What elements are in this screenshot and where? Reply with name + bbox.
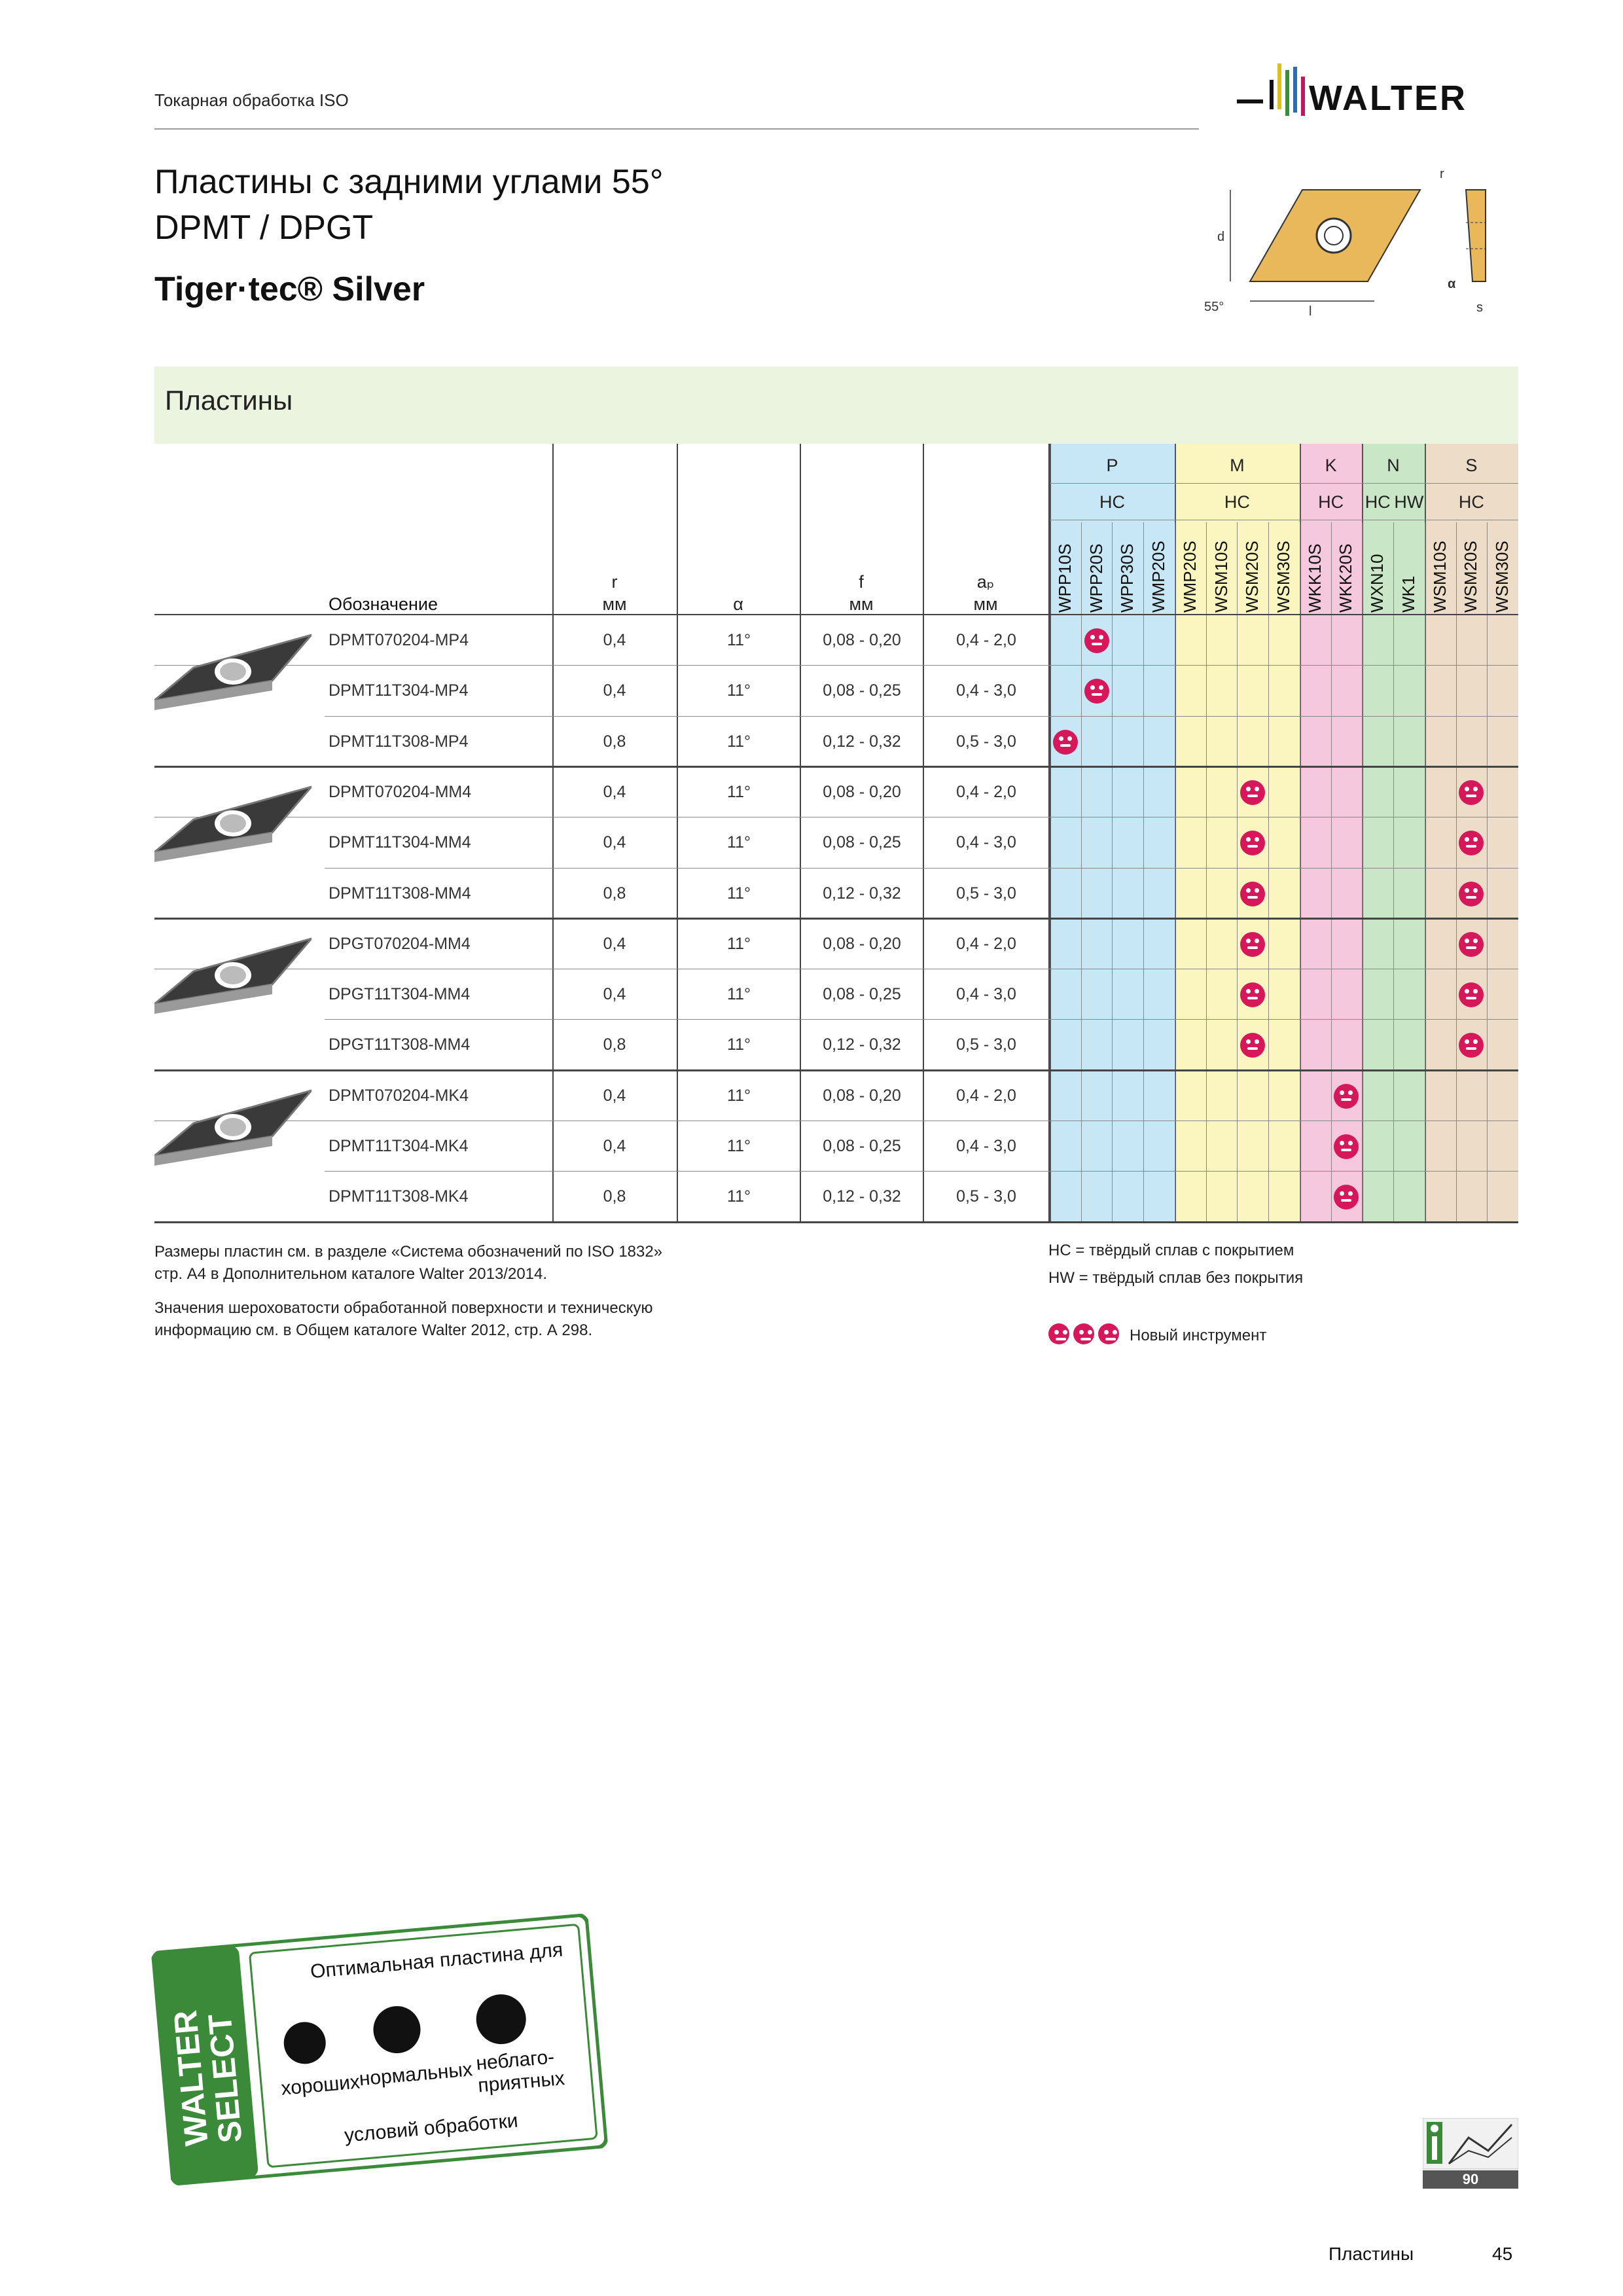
- normal-face-icon: [1073, 1323, 1094, 1344]
- cell-designation: DPMT11T304-MP4: [329, 681, 469, 700]
- svg-text:α: α: [1448, 277, 1456, 291]
- select-normal: нормальных: [358, 2058, 474, 2090]
- cell-ap: 0,5 - 3,0: [956, 1187, 1016, 1206]
- row-divider: [325, 1019, 1518, 1020]
- cell-alpha: 11°: [727, 732, 751, 751]
- grade-code-header: WMP20S: [1179, 541, 1200, 613]
- cell-alpha: 11°: [727, 1137, 751, 1155]
- page-subtitle: DPMT / DPGT: [154, 209, 374, 247]
- recommended-grade-icon: [1240, 932, 1265, 957]
- grade-code-header: WKK10S: [1304, 543, 1325, 613]
- cell-r: 0,4: [603, 833, 626, 852]
- cell-r: 0,4: [603, 985, 626, 1004]
- material-group-letter: K: [1325, 456, 1337, 475]
- row-group-divider: [154, 1069, 1518, 1071]
- new-tool-icons: [1048, 1323, 1120, 1346]
- cell-designation: DPMT11T308-MM4: [329, 884, 471, 903]
- recommended-grade-icon: [1459, 882, 1484, 906]
- cell-f: 0,08 - 0,25: [823, 833, 901, 852]
- cell-alpha: 11°: [727, 782, 751, 801]
- grid-column-line: [1487, 522, 1488, 1223]
- note-roughness: Значения шероховатости обработанной поверхности и техническую: [154, 1299, 653, 1317]
- column-header-ap: aₚ: [976, 572, 995, 592]
- cell-designation: DPMT11T304-MK4: [329, 1137, 469, 1155]
- column-header-designation: Обозначение: [329, 594, 438, 614]
- grade-code-header: WSM30S: [1492, 541, 1512, 613]
- cell-ap: 0,4 - 2,0: [956, 631, 1016, 649]
- grade-code-header: WSM20S: [1461, 541, 1481, 613]
- cell-alpha: 11°: [727, 934, 751, 953]
- svg-text:WALTER: WALTER: [1309, 79, 1467, 118]
- cell-alpha: 11°: [727, 1086, 751, 1105]
- select-bad: [475, 2045, 565, 2097]
- cell-alpha: 11°: [727, 681, 751, 700]
- svg-text:55°: 55°: [1204, 300, 1224, 314]
- column-header-f-unit: мм: [849, 594, 874, 614]
- cell-f: 0,12 - 0,32: [823, 1035, 901, 1054]
- cell-f: 0,08 - 0,20: [823, 631, 901, 649]
- cell-ap: 0,4 - 3,0: [956, 833, 1016, 852]
- grade-code-header: WMP20S: [1149, 541, 1169, 613]
- grid-column-line: [1112, 522, 1113, 1223]
- select-bad-line1: неблаго-: [475, 2046, 556, 2075]
- grid-column-line: [1237, 522, 1238, 1223]
- cell-f: 0,08 - 0,20: [823, 934, 901, 953]
- good-face-icon: [1048, 1323, 1069, 1344]
- cell-f: 0,08 - 0,20: [823, 782, 901, 801]
- cell-r: 0,8: [603, 1187, 626, 1206]
- footer-section: Пластины: [1329, 2244, 1414, 2264]
- cell-ap: 0,4 - 2,0: [956, 1086, 1016, 1105]
- cell-designation: DPMT11T308-MK4: [329, 1187, 469, 1206]
- bad-face-icon: [1098, 1323, 1119, 1344]
- legend-new-tool: Новый инструмент: [1130, 1327, 1267, 1344]
- cell-alpha: 11°: [727, 631, 751, 649]
- grid-column-line: [1081, 522, 1082, 1223]
- grade-code-header: WSM20S: [1242, 541, 1262, 613]
- cell-designation: DPGT11T304-MM4: [329, 985, 471, 1004]
- grade-code-header: WPP20S: [1086, 543, 1106, 613]
- page-number: 45: [1492, 2244, 1513, 2264]
- svg-text:l: l: [1309, 304, 1312, 319]
- recommended-grade-icon: [1334, 1084, 1359, 1109]
- cell-ap: 0,5 - 3,0: [956, 732, 1016, 751]
- grid-column-line: [1456, 522, 1457, 1223]
- material-group-letter: P: [1106, 456, 1118, 475]
- cell-ap: 0,4 - 2,0: [956, 782, 1016, 801]
- insert-image: [154, 1084, 312, 1208]
- select-heading: Оптимальная пластина для: [309, 1939, 564, 1983]
- cell-ap: 0,4 - 3,0: [956, 1137, 1016, 1155]
- cell-designation: DPMT070204-MK4: [329, 1086, 469, 1105]
- cell-r: 0,4: [603, 681, 626, 700]
- recommended-grade-icon: [1084, 628, 1109, 653]
- material-group-grade: HC: [1224, 492, 1250, 512]
- cell-r: 0,8: [603, 1035, 626, 1054]
- grade-code-header: WK1: [1398, 575, 1418, 613]
- svg-text:d: d: [1217, 230, 1225, 244]
- walter-logo: [1237, 60, 1518, 132]
- svg-text:s: s: [1476, 300, 1483, 315]
- column-header-r-unit: мм: [602, 594, 627, 614]
- cell-r: 0,4: [603, 1137, 626, 1155]
- cell-alpha: 11°: [727, 1187, 751, 1206]
- group-divider: [1050, 444, 1051, 1223]
- insert-image: [154, 932, 312, 1056]
- cell-f: 0,08 - 0,20: [823, 1086, 901, 1105]
- insert-image: [154, 780, 312, 905]
- column-header-f: f: [859, 572, 864, 592]
- grade-code-header: WPP10S: [1054, 543, 1075, 613]
- row-divider: [325, 1171, 1518, 1172]
- select-brand-walter: WALTER: [166, 2009, 215, 2147]
- grid-column-line: [1393, 522, 1394, 1223]
- grade-code-header: WPP30S: [1117, 543, 1137, 613]
- insert-diagram: [1191, 164, 1518, 327]
- grade-code-header: WSM30S: [1274, 541, 1293, 613]
- cell-ap: 0,4 - 3,0: [956, 681, 1016, 700]
- select-good: хороших: [280, 2071, 361, 2100]
- material-group-grade: HC: [1364, 492, 1391, 512]
- cell-alpha: 11°: [727, 1035, 751, 1054]
- grade-code-header: WKK20S: [1336, 543, 1356, 613]
- column-header-ap-unit: мм: [973, 594, 998, 614]
- insert-image: [154, 628, 312, 753]
- cell-f: 0,12 - 0,32: [823, 884, 901, 903]
- cell-designation: DPMT11T304-MM4: [329, 833, 471, 852]
- recommended-grade-icon: [1459, 932, 1484, 957]
- svg-text:r: r: [1440, 167, 1444, 181]
- column-divider: [1048, 444, 1050, 1223]
- cell-r: 0,8: [603, 732, 626, 751]
- group-header-divider: [1050, 483, 1518, 484]
- row-group-divider: [154, 766, 1518, 768]
- cell-ap: 0,4 - 2,0: [956, 934, 1016, 953]
- material-group-grade: HW: [1394, 492, 1424, 512]
- column-header-r: r: [611, 572, 618, 592]
- row-divider: [325, 716, 1518, 717]
- inserts-table: [154, 444, 1518, 1236]
- row-divider: [325, 868, 1518, 869]
- cell-alpha: 11°: [727, 833, 751, 852]
- material-group-grade: HC: [1099, 492, 1125, 512]
- grid-column-line: [1143, 522, 1144, 1223]
- cell-designation: DPMT11T308-MP4: [329, 732, 469, 751]
- cell-f: 0,08 - 0,25: [823, 1137, 901, 1155]
- cell-designation: DPGT11T308-MM4: [329, 1035, 471, 1054]
- select-footer: условий обработки: [343, 2109, 519, 2147]
- column-header-alpha: α: [733, 594, 743, 614]
- cell-r: 0,4: [603, 934, 626, 953]
- section-header: [154, 367, 1518, 444]
- row-group-divider: [154, 1221, 1518, 1223]
- info-number: 90: [1462, 2171, 1479, 2187]
- recommended-grade-icon: [1240, 882, 1265, 906]
- header-divider: [154, 128, 1199, 130]
- recommended-grade-icon: [1084, 679, 1109, 704]
- cell-designation: DPMT070204-MM4: [329, 782, 472, 801]
- grade-code-header: WXN10: [1367, 554, 1387, 613]
- cell-r: 0,4: [603, 1086, 626, 1105]
- recommended-grade-icon: [1240, 780, 1265, 805]
- select-brand: [166, 2009, 249, 2147]
- select-bad-line2: приятных: [477, 2068, 566, 2097]
- material-group-letter: M: [1230, 456, 1245, 475]
- cell-designation: DPGT070204-MM4: [329, 934, 471, 953]
- section-title: Пластины: [165, 385, 293, 416]
- row-divider: [154, 665, 1518, 666]
- legend-hc: HC = твёрдый сплав с покрытием: [1048, 1242, 1294, 1259]
- material-group-letter: S: [1465, 456, 1478, 475]
- product-line: Tiger·tec® Silver: [154, 270, 425, 308]
- grade-code-header: WSM10S: [1429, 541, 1450, 613]
- cell-r: 0,8: [603, 884, 626, 903]
- cell-alpha: 11°: [727, 985, 751, 1004]
- walter-select-badge: [151, 1913, 609, 2186]
- cell-designation: DPMT070204-MP4: [329, 631, 469, 649]
- cell-ap: 0,4 - 3,0: [956, 985, 1016, 1004]
- note-iso: Размеры пластин см. в разделе «Система обозначений по ISO 1832»: [154, 1243, 663, 1261]
- cell-f: 0,08 - 0,25: [823, 681, 901, 700]
- cell-ap: 0,5 - 3,0: [956, 884, 1016, 903]
- material-group-letter: N: [1387, 456, 1400, 475]
- cell-f: 0,08 - 0,25: [823, 985, 901, 1004]
- info-reference[interactable]: [1423, 2118, 1518, 2189]
- cell-alpha: 11°: [727, 884, 751, 903]
- cell-f: 0,12 - 0,32: [823, 1187, 901, 1206]
- page-title: Пластины с задними углами 55°: [154, 163, 664, 201]
- row-group-divider: [154, 918, 1518, 920]
- cell-r: 0,4: [603, 631, 626, 649]
- note-roughness-page: информацию см. в Общем каталоге Walter 2012, стр. А 298.: [154, 1321, 593, 1339]
- material-group-grade: HC: [1458, 492, 1484, 512]
- cell-ap: 0,5 - 3,0: [956, 1035, 1016, 1054]
- note-iso-page: стр. A4 в Дополнительном каталоге Walter 2013/2014.: [154, 1265, 548, 1283]
- section-label: Токарная обработка ISO: [154, 90, 349, 110]
- select-brand-select: SELECT: [201, 2012, 249, 2145]
- material-group-grade: HC: [1318, 492, 1344, 512]
- cell-f: 0,12 - 0,32: [823, 732, 901, 751]
- legend-hw: HW = твёрдый сплав без покрытия: [1048, 1269, 1304, 1287]
- grid-column-line: [1268, 522, 1269, 1223]
- grid-column-line: [1206, 522, 1207, 1223]
- cell-r: 0,4: [603, 782, 626, 801]
- recommended-grade-icon: [1053, 730, 1078, 755]
- grid-column-line: [1331, 522, 1332, 1223]
- grade-code-header: WSM10S: [1211, 541, 1231, 613]
- grid-column-line: [1362, 522, 1363, 1223]
- header-rule: [154, 614, 1518, 615]
